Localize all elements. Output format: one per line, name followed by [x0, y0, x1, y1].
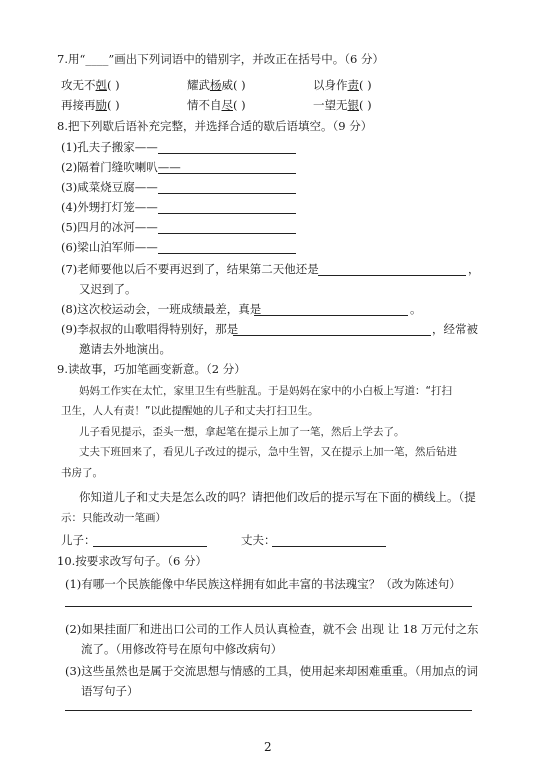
- q8-item-6: (6)梁山泊军师——: [61, 240, 158, 254]
- q8-blank-6[interactable]: [158, 253, 296, 254]
- q9-question: 你知道儿子和丈夫是怎么改的吗？请把他们改后的提示写在下面的横线上。（提: [79, 490, 476, 504]
- q7-item-wrong: 励: [95, 98, 107, 112]
- q9-story-p3: 丈夫下班回来了，看见儿子改过的提示，急中生智，又在提示上加一笔，然后钻进: [79, 446, 457, 458]
- q8-fill-7-text: (7)老师要他以后不要再迟到了，结果第二天他还是: [61, 262, 319, 276]
- q8-fill-8-period: 。: [410, 302, 422, 316]
- q7-item-5: [187, 98, 246, 112]
- page-number: 2: [264, 740, 272, 754]
- q7-item-pre: 情不自: [187, 98, 222, 112]
- q10-s1: (1)有哪一个民族能像中华民族这样拥有如此丰富的书法瑰宝？（改为陈述句）: [65, 577, 461, 591]
- q7-item-wrong: 剋: [95, 78, 107, 92]
- q8-fill-7-comma: ，: [468, 262, 480, 276]
- q9-question-hint: 示：只能改动一笔画）: [61, 512, 166, 524]
- q8-fill-9-cont: 邀请去外地演出。: [79, 342, 171, 356]
- q8-item-4: (4)外甥打灯笼——: [61, 200, 158, 214]
- q10-title: 10.按要求改写句子。（6 分）: [57, 554, 208, 568]
- q8-blank-4[interactable]: [158, 213, 296, 214]
- q9-son-blank[interactable]: [93, 546, 207, 547]
- q7-item-wrong: 责: [347, 78, 359, 92]
- q8-blank-3[interactable]: [158, 193, 296, 194]
- q7-item-post: ( ): [359, 98, 372, 112]
- q8-fill-9-text: (9)李叔叔的山歌唱得特别好，那是: [61, 322, 239, 336]
- q9-story-p3-cont: 书房了。: [61, 467, 103, 479]
- q9-son-label: 儿子：: [61, 533, 96, 547]
- q9-story-p2: 儿子看见提示，歪头一想，拿起笔在提示上加了一笔，然后上学去了。: [79, 426, 405, 438]
- q8-item-3: (3)咸菜烧豆腐——: [61, 180, 158, 194]
- q9-title: 9.读故事，巧加笔画变新意。（2 分）: [57, 362, 246, 376]
- q8-item-2: (2)隔着门缝吹喇叭——: [61, 160, 181, 174]
- q7-item-post: 威( ): [221, 78, 246, 92]
- q7-item-post: ( ): [233, 98, 246, 112]
- q8-fill-7-blank[interactable]: [318, 275, 466, 276]
- q8-title: 8.把下列歇后语补充完整，并选择合适的歇后语填空。（9 分）: [57, 119, 373, 133]
- q7-item-pre: 再接再: [61, 98, 96, 112]
- q8-fill-7-cont: 又迟到了。: [79, 282, 137, 296]
- q9-story-p1: 妈妈工作实在太忙，家里卫生有些脏乱。于是妈妈在家中的小白板上写道：“打扫: [79, 385, 452, 397]
- q7-item-pre: 以身作: [313, 78, 348, 92]
- q8-item-5: (5)四月的冰河——: [61, 220, 158, 234]
- q10-s3: (3)这些虽然也是属于交流思想与情感的工具，使用起来却困难重重。（用加点的词: [65, 664, 479, 678]
- q10-s1-answer-line[interactable]: [65, 606, 472, 607]
- q8-blank-1[interactable]: [158, 153, 296, 154]
- q7-item-post: ( ): [359, 78, 372, 92]
- q8-blank-5[interactable]: [158, 233, 296, 234]
- q7-item-6: [313, 98, 372, 112]
- q8-item-1: (1)孔夫子搬家——: [61, 140, 158, 154]
- q9-husband-label: 丈夫：: [241, 533, 276, 547]
- q7-item-pre: 耀武: [187, 78, 210, 92]
- q8-fill-9-end: ，经常被: [432, 322, 478, 336]
- q9-husband-blank[interactable]: [272, 546, 386, 547]
- q7-item-wrong: 杨: [210, 78, 222, 92]
- q9-story-p1-cont: 卫生，人人有责！”以此提醒她的儿子和丈夫打扫卫生。: [61, 405, 319, 417]
- q7-item-1: [61, 78, 120, 92]
- q7-item-post: ( ): [107, 78, 120, 92]
- q7-item-wrong: 银: [347, 98, 359, 112]
- q7-item-2: [187, 78, 246, 92]
- q8-blank-2[interactable]: [158, 173, 296, 174]
- q7-title: 7.用“____”画出下列词语中的错别字，并改正在括号中。（6 分）: [57, 52, 384, 66]
- q7-item-3: [313, 78, 372, 92]
- q7-item-post: ( ): [107, 98, 120, 112]
- q10-s3-answer-line[interactable]: [65, 710, 472, 711]
- q10-s3-cont: 语写句子）: [81, 684, 139, 698]
- q7-item-pre: 攻无不: [61, 78, 96, 92]
- q7-item-4: [61, 98, 120, 112]
- q10-s2-cont: 流了。（用修改符号在原句中修改病句）: [81, 642, 283, 656]
- q7-item-wrong: 尽: [221, 98, 233, 112]
- q8-fill-8-text: (8)这次校运动会，一班成绩最差，真是: [61, 302, 262, 316]
- q8-fill-9-blank[interactable]: [233, 335, 431, 336]
- q8-fill-8-blank[interactable]: [254, 315, 408, 316]
- q7-item-pre: 一望无: [313, 98, 348, 112]
- q10-s2: (2)如果挂面厂和进出口公司的工作人员认真检查，就不会 出现 让 18 万元付之东: [65, 622, 479, 636]
